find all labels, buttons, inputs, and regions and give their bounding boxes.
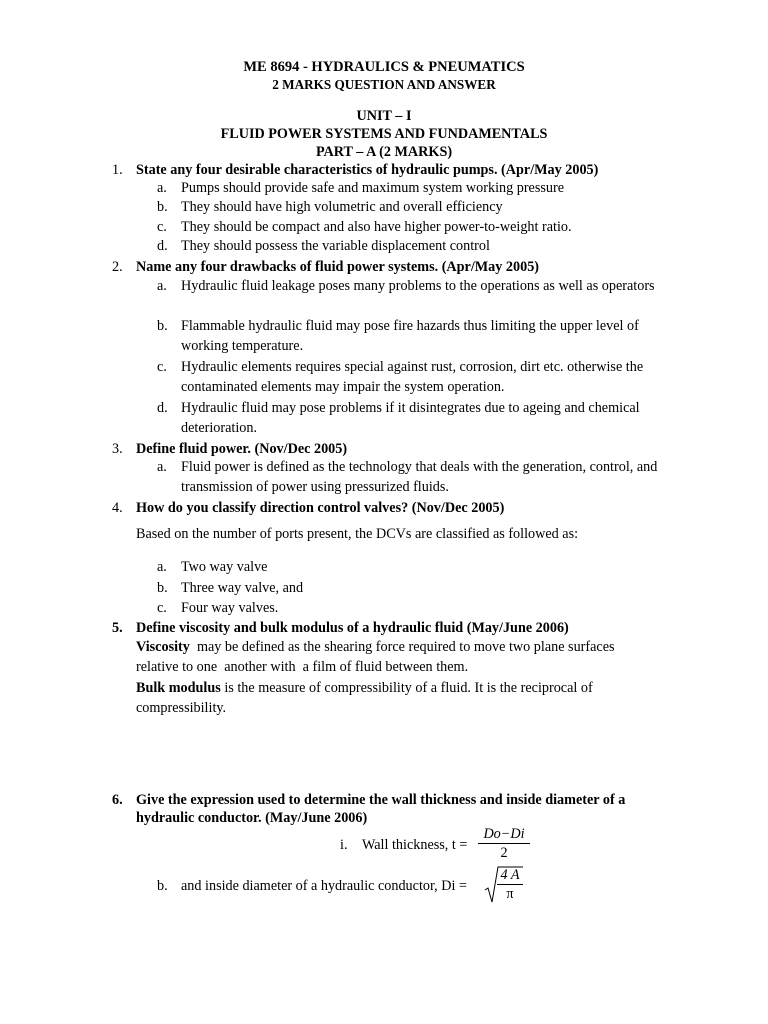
item-label: b. xyxy=(157,199,168,215)
item-label: b. xyxy=(157,318,168,334)
question-text: Define viscosity and bulk modulus of a hydraulic fluid (May/June 2006) xyxy=(136,620,569,636)
answer-item: Hydraulic fluid may pose problems if it disintegrates due to ageing and chemical deterioration. xyxy=(181,400,640,436)
answer-item: Flammable hydraulic fluid may pose fire hazards thus limiting the upper level of working temperature. xyxy=(181,318,639,354)
answer-item: They should be compact and also have higher power-to-weight ratio. xyxy=(181,219,572,235)
item-label: d. xyxy=(157,238,168,254)
viscosity-term: Viscosity xyxy=(136,639,190,655)
answer-item: Four way valves. xyxy=(181,600,279,616)
inside-diameter-fraction xyxy=(497,866,523,903)
item-label: c. xyxy=(157,359,167,375)
inside-diameter-label: and inside diameter of a hydraulic conductor, Di = xyxy=(181,878,467,894)
question-number: 5. xyxy=(112,620,123,636)
course-title: ME 8694 - HYDRAULICS & PNEUMATICS xyxy=(243,59,525,75)
item-label: i. xyxy=(340,837,348,853)
part-heading: PART – A (2 MARKS) xyxy=(315,144,453,160)
viscosity-definition xyxy=(136,637,656,677)
item-label: a. xyxy=(157,278,167,294)
answer-item: Hydraulic fluid leakage poses many problems to the operations as well as operators xyxy=(181,278,655,294)
question-number: 6. xyxy=(112,792,123,808)
document-subtitle: 2 MARKS QUESTION AND ANSWER xyxy=(272,77,496,92)
answer-item: They should possess the variable displacement control xyxy=(181,238,490,254)
fraction-numerator: Do−Di xyxy=(478,825,530,844)
answer-intro: Based on the number of ports present, the DCVs are classified as followed as: xyxy=(136,526,579,542)
item-label: b. xyxy=(157,580,168,596)
unit-title: FLUID POWER SYSTEMS AND FUNDAMENTALS xyxy=(220,126,548,142)
question-text: State any four desirable characteristics of hydraulic pumps. (Apr/May 2005) xyxy=(136,162,599,178)
bulk-modulus-term: Bulk modulus xyxy=(136,680,221,696)
fraction-denominator: 2 xyxy=(500,845,508,861)
fraction-denominator: π xyxy=(506,886,514,902)
item-label: c. xyxy=(157,600,167,616)
item-label: c. xyxy=(157,219,167,235)
question-text: Define fluid power. (Nov/Dec 2005) xyxy=(136,441,348,457)
answer-item: Three way valve, and xyxy=(181,580,304,596)
question-number: 2. xyxy=(112,259,123,275)
fraction-numerator: 4 A xyxy=(497,866,523,885)
bulk-modulus-definition xyxy=(136,678,656,718)
question-text-line1: Give the expression used to determine the wall thickness and inside diameter of a xyxy=(136,792,626,808)
viscosity-text: may be defined as the shearing force required to move two plane surfaces relative to one another with a film of fluid between them. xyxy=(136,639,619,675)
item-label: d. xyxy=(157,400,168,416)
answer-item: Hydraulic elements requires special against rust, corrosion, dirt etc. otherwise the contaminated elements may impair the system operation. xyxy=(181,359,644,395)
answer-item: Fluid power is defined as the technology that deals with the generation, control, and transmission of power using pressurized fluids. xyxy=(181,459,658,495)
question-text: How do you classify direction control valves? (Nov/Dec 2005) xyxy=(136,500,505,516)
wall-thickness-label: Wall thickness, t = xyxy=(362,837,468,853)
item-label: a. xyxy=(157,180,167,196)
question-text: Name any four drawbacks of fluid power systems. (Apr/May 2005) xyxy=(136,259,540,275)
bulk-modulus-text: is the measure of compressibility of a fluid. It is the reciprocal of compressibility. xyxy=(136,680,593,716)
item-label: b. xyxy=(157,878,168,894)
answer-item: Two way valve xyxy=(181,559,268,575)
question-text-line2: hydraulic conductor. (May/June 2006) xyxy=(136,810,368,826)
answer-item: Pumps should provide safe and maximum system working pressure xyxy=(181,180,565,196)
item-label: a. xyxy=(157,559,167,575)
question-number: 3. xyxy=(112,441,123,457)
unit-heading: UNIT – I xyxy=(356,108,412,124)
question-number: 4. xyxy=(112,500,123,516)
wall-thickness-fraction xyxy=(478,825,530,862)
question-number: 1. xyxy=(112,162,123,178)
answer-item: They should have high volumetric and overall efficiency xyxy=(181,199,503,215)
item-label: a. xyxy=(157,459,167,475)
